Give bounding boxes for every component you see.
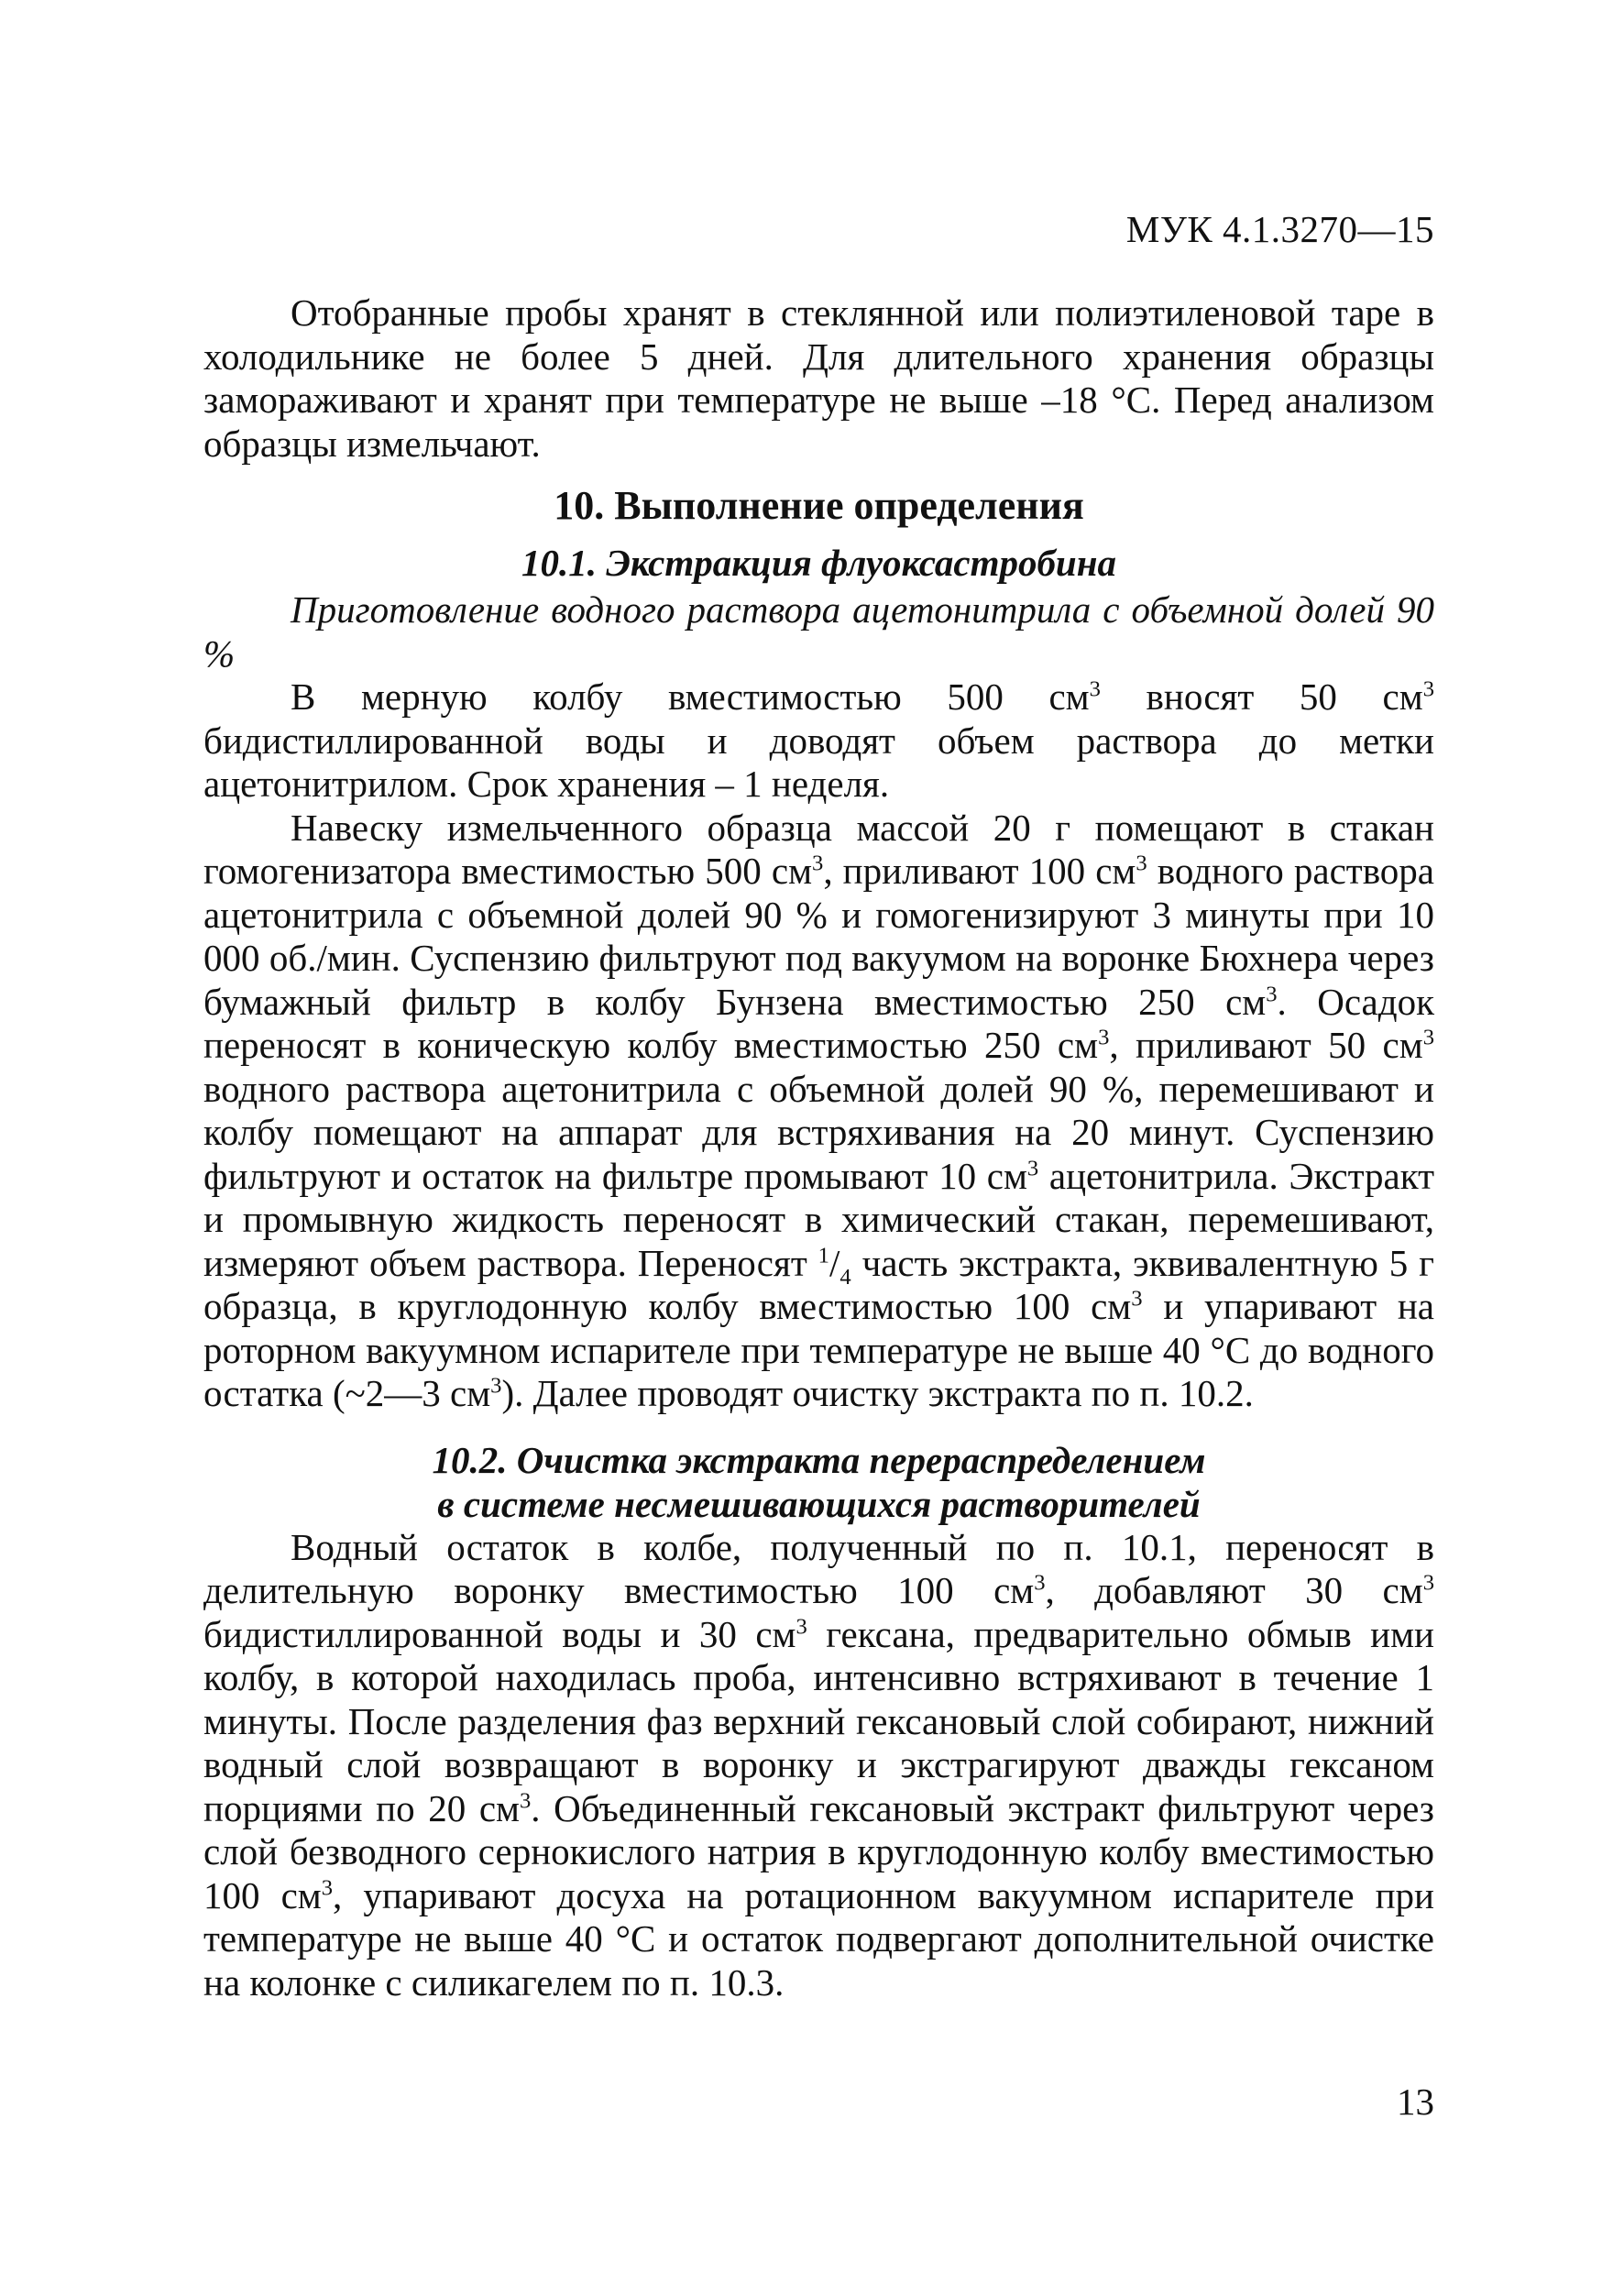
section-heading-10: 10. Выполнение определения	[554, 483, 1084, 528]
superscript: 3	[490, 1373, 502, 1399]
extraction-paragraph	[203, 807, 1434, 1416]
text-run: ). Далее проводят очистку экстракта по п. 10.2.	[501, 1372, 1254, 1414]
page-number: 13	[1397, 2081, 1434, 2123]
text-run: , приливают 50 см	[1109, 1024, 1423, 1066]
superscript: 3	[321, 1874, 334, 1900]
storage-paragraph: Отобранные пробы хранят в стеклянной или полиэтиленовой таре в холодильнике не более 5 дней. Для длительного хранения образцы замораживают и хранят при температуре не выше –18 °C. Перед анализом образцы измельчают.	[203, 291, 1434, 465]
text-run: , приливают 100 см	[823, 850, 1136, 892]
text-run: гексана, предварительно обмыв ими колбу, в которой находилась проба, интенсивно встряхивают в течение 1 минуты. После разделения фаз верхний гексановый слой собирают, нижний водный слой возвращают в воронку и экстрагируют дважды гексаном порциями по 20 см	[203, 1612, 1434, 1829]
superscript: 3	[1098, 1025, 1110, 1050]
superscript: 3	[1089, 676, 1101, 702]
superscript: 3	[1422, 1025, 1434, 1050]
superscript: 3	[1034, 1570, 1046, 1596]
subsection-heading-10-1: 10.1. Экстракция флуоксастробина	[521, 542, 1116, 584]
fraction-slash: /	[828, 1241, 840, 1284]
superscript: 3	[1422, 676, 1434, 702]
superscript: 3	[796, 1613, 807, 1639]
text-run: бидистиллированной воды и 30 см	[203, 1612, 796, 1655]
subsection-heading-10-2	[203, 1438, 1434, 1526]
superscript: 3	[1136, 851, 1147, 876]
text-run: и упаривают на роторном вакуумном испарителе при температуре не выше 40 °C до водного остатка (~2—3 см	[203, 1285, 1434, 1414]
text-run: , добавляют 30 см	[1045, 1569, 1423, 1611]
superscript: 3	[1422, 1570, 1434, 1596]
text-run: Водный остаток в колбе, полученный по п. 10.1, переносят в делительную воронку вместимостью 100 см	[203, 1525, 1434, 1611]
text-run: водного раствора ацетонитрила с объемной долей 90 %, перемешивают и колбу помещают на аппарат для встряхивания на 20 минут. Суспензию фильтруют и остаток на фильтре промывают 10 см	[203, 1067, 1434, 1197]
document-code-header: МУК 4.1.3270—15	[1125, 208, 1434, 250]
fraction-denominator: 4	[839, 1264, 851, 1290]
page-body	[203, 291, 1434, 2004]
text-run: . Объединенный гексановый экстракт фильтруют через слой безводного сернокислого натрия в круглодонную колбу вместимостью 100 см	[203, 1786, 1435, 1916]
subsection-heading-10-2-line1: 10.2. Очистка экстракта перераспределением	[432, 1438, 1206, 1481]
cleanup-paragraph	[203, 1526, 1434, 2005]
text-run: часть экстракта, эквивалентную 5 г образца, в круглодонную колбу вместимостью 100 см	[203, 1241, 1434, 1327]
text-run: , упаривают досуха на ротационном вакуумном испарителе при температуре не выше 40 °C и остаток подвергают дополнительной очистке на колонке с силикагелем по п. 10.3.	[203, 1873, 1434, 2004]
fraction-numerator: 1	[817, 1242, 829, 1268]
superscript: 3	[519, 1787, 532, 1813]
superscript: 3	[1026, 1155, 1039, 1180]
text-run: вносят 50 см	[1100, 675, 1423, 718]
solution-preparation-paragraph	[203, 675, 1434, 807]
superscript: 3	[1131, 1286, 1143, 1312]
text-run: . Осадок переносят в коническую колбу вместимостью 250 см	[203, 980, 1434, 1066]
text-run: В мерную колбу вместимостью 500 см	[291, 675, 1090, 718]
text-run: бидистиллированной воды и доводят объем раствора до метки ацетонитрилом. Срок хранения – 1 неделя.	[203, 719, 1434, 805]
solution-preparation-subtitle: Приготовление водного раствора ацетонитрила с объемной долей 90 %	[203, 588, 1434, 675]
text-run: водного раствора ацетонитрила с объемной долей 90 % и гомогенизируют 3 минуты при 10 000 об./мин. Суспензию фильтруют под вакуумом на воронке Бюхнера через бумажный фильтр в колбу Бунзена вместимостью 250 см	[203, 850, 1434, 1023]
superscript: 3	[1266, 981, 1278, 1006]
superscript: 3	[812, 851, 824, 876]
text-run: Навеску измельченного образца массой 20 г помещают в стакан гомогенизатора вместимостью 500 см	[203, 806, 1434, 892]
text-run: ацетонитрила. Экстракт и промывную жидкость переносят в химический стакан, перемешивают, измеряют объем раствора. Переносят	[203, 1154, 1434, 1284]
subsection-heading-10-2-line2: в системе несмешивающихся растворителей	[437, 1482, 1201, 1525]
